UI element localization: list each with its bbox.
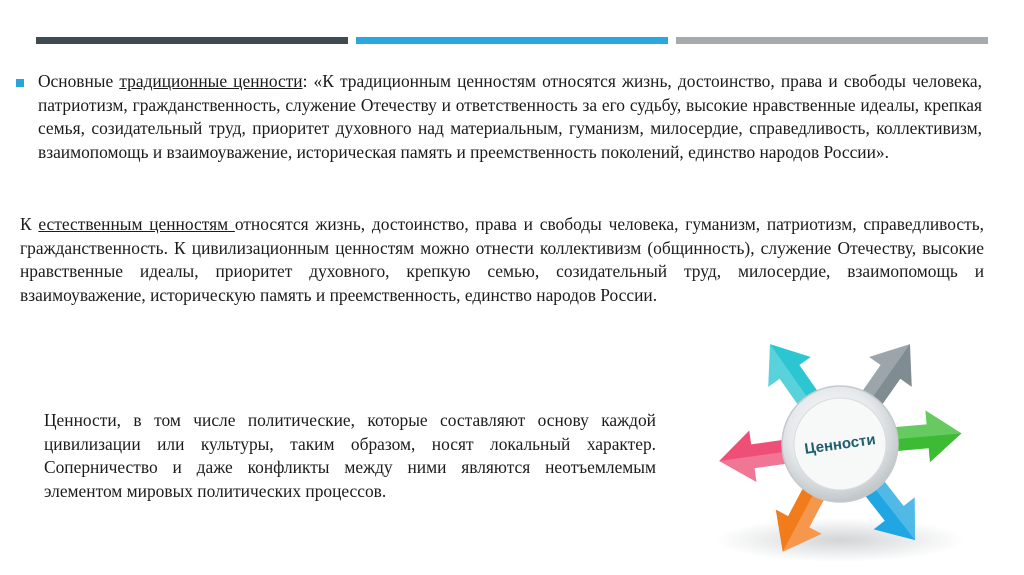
arrows-cycle-icon [700,326,980,570]
para1-term: традиционные ценности [119,71,303,91]
para2-prefix: К [20,214,39,234]
floor-shadow [715,518,965,562]
center-label: Ценности [803,431,877,458]
para1-text: : «К традиционным ценностям относятся жизнь, достоинство, права и свободы человека, патриотизм, гражданственность, служение Отечеству и ответственность за его судьбу, высокие нравственные идеалы, крепкая семья, созидательный труд, приоритет духовного над материальным, гуманизм, милосердие, справедливость, коллективизм, взаимопомощь и взаимоуважение, историческая память и преемственность поколений, единство народов России». [38,71,982,162]
header-bar-dark [36,37,348,44]
paragraph-natural-values [20,213,984,307]
header-bar-blue [356,37,668,44]
para1-prefix: Основные [38,71,120,91]
square-bullet-icon [16,79,24,87]
header-bar-gray [676,37,988,44]
para2-text: относятся жизнь, достоинство, права и свободы человека, гуманизм, патриотизм, справедливость, гражданственность. К цивилизационным ценностям можно отнести коллективизм (общинность), служение Отечеству, высокие нравственные идеалы, приоритет духовного, крепкую семью, созидательный труд, милосердие, взаимопомощь и взаимоуважение, историческую память и преемственность, единство народов России. [20,214,985,305]
paragraph-political-values [44,409,656,503]
para2-term: естественным ценностям [38,214,235,234]
paragraph-traditional-values [38,70,982,164]
para3-text: Ценности, в том числе политические, которые составляют основу каждой цивилизации или культуры, таким образом, носят локальный характер. Соперничество и даже конфликты между ними являются неотъемлемым элементом мировых политических процессов. [44,410,656,501]
